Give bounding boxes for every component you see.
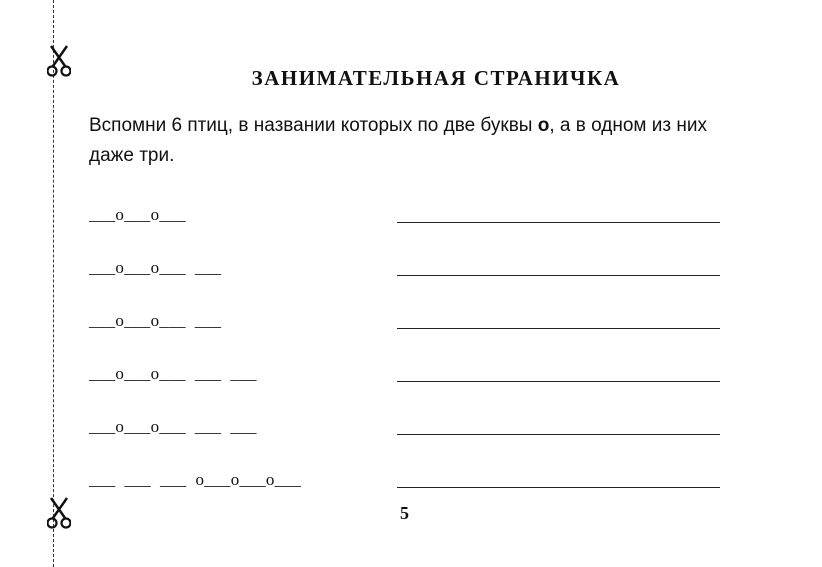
- word-pattern: ___о___о___ ___: [89, 258, 222, 277]
- answer-line[interactable]: [397, 487, 720, 488]
- answer-line[interactable]: [397, 381, 720, 382]
- answer-line[interactable]: [397, 275, 720, 276]
- page-number: 5: [400, 503, 409, 523]
- answer-line[interactable]: [397, 434, 720, 435]
- word-pattern: ___о___о___ ___: [89, 311, 222, 330]
- page-title: ЗАНИМАТЕЛЬНАЯ СТРАНИЧКА: [251, 66, 621, 90]
- instruction-part: Вспомни 6 птиц, в названии которых по две буквы: [89, 115, 538, 136]
- puzzle-row: [89, 470, 729, 523]
- puzzle-row: [89, 417, 729, 470]
- puzzle-row: [89, 364, 729, 417]
- word-pattern: ___о___о___ ___ ___: [89, 364, 257, 383]
- scissors-icon: [47, 496, 71, 530]
- instruction-bold-letter: о: [537, 115, 550, 136]
- puzzle-rows: [89, 205, 729, 523]
- word-pattern: ___о___о___: [89, 205, 186, 224]
- word-pattern: ___о___о___ ___ ___: [89, 417, 257, 436]
- word-pattern: ___ ___ ___ о___о___о___: [89, 470, 302, 489]
- instruction-part: , а в одном из них даже три.: [89, 115, 707, 166]
- puzzle-row: [89, 258, 729, 311]
- puzzle-row: [89, 311, 729, 364]
- puzzle-row: [89, 205, 729, 258]
- answer-line[interactable]: [397, 222, 720, 223]
- answer-line[interactable]: [397, 328, 720, 329]
- instruction-text: [89, 111, 749, 171]
